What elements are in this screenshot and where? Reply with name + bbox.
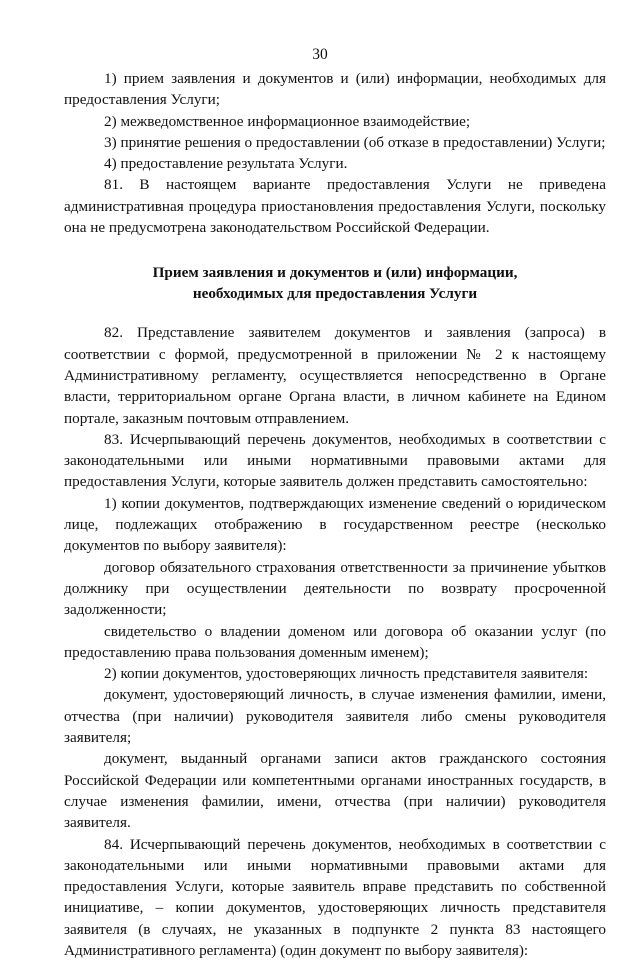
document-body bbox=[64, 68, 606, 961]
paragraph-83: 83. Исчерпывающий перечень документов, необходимых в соответствии с законодательными или иными нормативными правовыми актами для предоставления Услуги, которые заявитель должен представить самостоятельно: bbox=[64, 429, 606, 493]
paragraph-procedure-4: 4) предоставление результата Услуги. bbox=[64, 153, 606, 174]
paragraph-procedure-3: 3) принятие решения о предоставлении (об отказе в предоставлении) Услуги; bbox=[64, 132, 606, 153]
paragraph-83-item-2-civil-registry: документ, выданный органами записи актов гражданского состояния Российской Федерации или компетентными органами иностранных государств, в случае изменения фамилии, имени, отчества (при наличии) руководителя заявителя. bbox=[64, 748, 606, 833]
paragraph-81: 81. В настоящем варианте предоставления Услуги не приведена административная процедура приостановления предоставления Услуги, поскольку она не предусмотрена законодательством Российской Федерации. bbox=[64, 174, 606, 238]
section-heading-line-2: необходимых для предоставления Услуги bbox=[64, 283, 606, 304]
paragraph-82: 82. Представление заявителем документов и заявления (запроса) в соответствии с формой, предусмотренной в приложении № 2 к настоящему Административному регламенту, осуществляется непосредственно в Органе власти, территориальном органе Органа власти, в личном кабинете на Едином портале, заказным почтовым отправлением. bbox=[64, 322, 606, 428]
paragraph-procedure-2: 2) межведомственное информационное взаимодействие; bbox=[64, 111, 606, 132]
section-heading bbox=[64, 262, 606, 304]
paragraph-83-item-2-id-document: документ, удостоверяющий личность, в случае изменения фамилии, имени, отчества (при наличии) руководителя заявителя либо смены руководителя заявителя; bbox=[64, 684, 606, 748]
paragraph-procedure-1: 1) прием заявления и документов и (или) информации, необходимых для предоставления Услуги; bbox=[64, 68, 606, 111]
paragraph-83-item-2: 2) копии документов, удостоверяющих личность представителя заявителя: bbox=[64, 663, 606, 684]
paragraph-83-item-1: 1) копии документов, подтверждающих изменение сведений о юридическом лице, подлежащих отображению в государственном реестре (несколько документов по выбору заявителя): bbox=[64, 493, 606, 557]
page-number: 30 bbox=[0, 46, 640, 64]
paragraph-84: 84. Исчерпывающий перечень документов, необходимых в соответствии с законодательными или иными нормативными правовыми актами для предоставления Услуги, которые заявитель вправе представить по собственной инициативе, – копии документов, удостоверяющих личность представителя заявителя (в случаях, не указанных в подпункте 2 пункта 83 настоящего Административного регламента) (один документ по выбору заявителя): bbox=[64, 834, 606, 961]
paragraph-83-item-1-domain: свидетельство о владении доменом или договора об оказании услуг (по предоставлению права пользования доменным именем); bbox=[64, 621, 606, 664]
paragraph-83-item-1-insurance: договор обязательного страхования ответственности за причинение убытков должнику при осуществлении деятельности по возврату просроченной задолженности; bbox=[64, 557, 606, 621]
section-heading-line-1: Прием заявления и документов и (или) информации, bbox=[64, 262, 606, 283]
